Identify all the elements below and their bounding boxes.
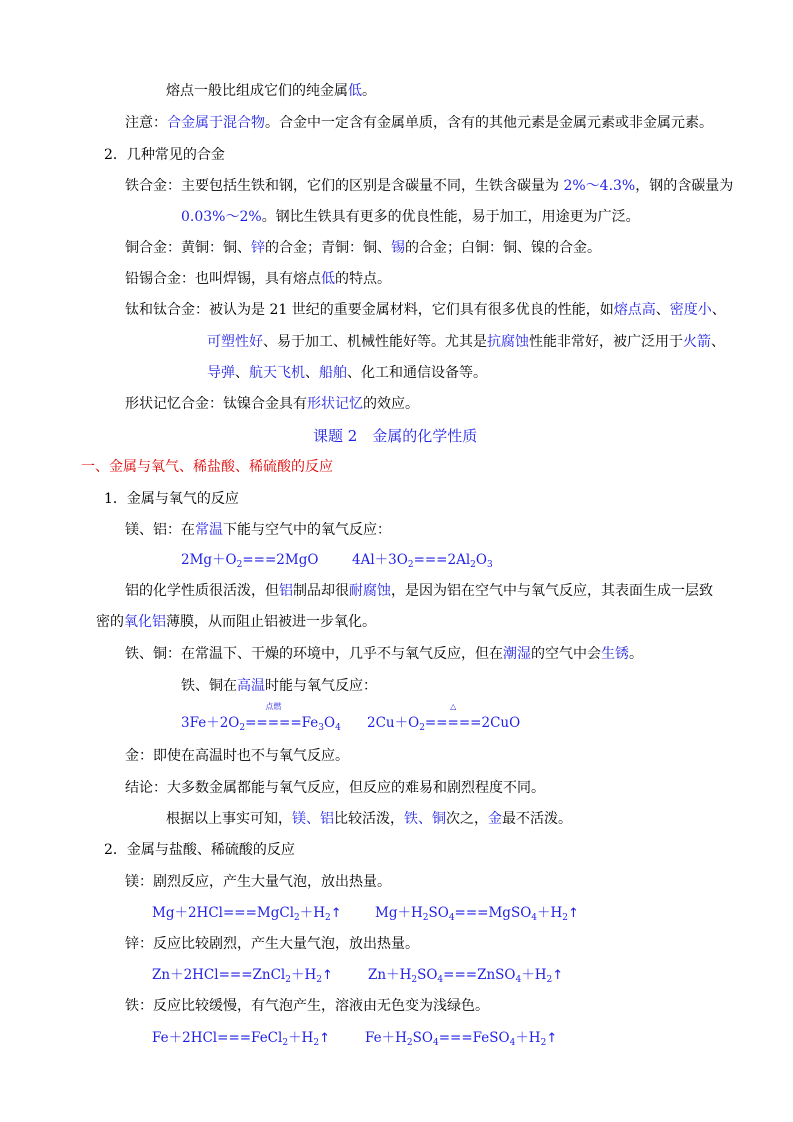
- text-span: 、: [655, 302, 670, 318]
- highlight-span: 合金属于混合物: [167, 115, 265, 131]
- highlight-span: 生锈: [601, 646, 629, 662]
- text-span: 的合金；青铜：铜、: [265, 240, 391, 256]
- eq-part: ＋H: [288, 1030, 314, 1046]
- eq-sub: 3: [486, 560, 493, 570]
- text-line: [125, 872, 391, 892]
- highlight-span: 镁、铝: [292, 811, 334, 827]
- eq-part: ===MgSO: [454, 905, 532, 921]
- text-span: 下能与空气中的氧气反应：: [223, 522, 391, 538]
- highlight-span: 氧化铝: [124, 614, 166, 630]
- text-line: [125, 934, 419, 954]
- text-span: 铜合金：黄铜：铜、: [125, 240, 251, 256]
- text-span: 、: [711, 334, 725, 350]
- text-span: 比较活泼，: [334, 811, 404, 827]
- text-span: 时能与氧气反应：: [265, 678, 377, 694]
- eq-part: O: [475, 552, 487, 568]
- highlight-span: 铁、铜: [404, 811, 446, 827]
- equation-mg-h2so4: [375, 903, 579, 928]
- text-line: [125, 269, 391, 289]
- reaction-condition: [424, 702, 482, 733]
- highlight-span: 耐腐蚀: [349, 583, 391, 599]
- text-span: 形状记忆合金：钛镍合金具有: [125, 396, 307, 412]
- text-line: [125, 746, 349, 766]
- highlight-span: 锌: [251, 240, 265, 256]
- eq-part: ===2Al: [413, 552, 471, 568]
- equation-fe-o2: [181, 702, 341, 738]
- highlight-span: 密度小: [669, 302, 712, 318]
- text-span: ，是因为铝在空气中与氧气反应，其表面生成一层致: [391, 583, 713, 599]
- eq-sub: 2: [325, 913, 331, 923]
- eq-sub: 2: [419, 723, 425, 733]
- text-span: 结论：大多数金属都能与氧气反应，但反应的难易和剧烈程度不同。: [125, 780, 545, 796]
- text-span: 的特点。: [335, 271, 391, 287]
- eq-sub: 2: [239, 723, 246, 733]
- eq-part: 2Mg＋O: [181, 552, 237, 568]
- text-span: 铁、铜在: [181, 678, 237, 694]
- eq-sub: 2: [313, 1038, 320, 1048]
- text-span: 制品却很: [293, 583, 349, 599]
- eq-part: Mg＋2HCl===MgCl: [152, 905, 295, 921]
- gas-arrow-icon: ↑: [322, 968, 333, 983]
- eq-sub: 2: [546, 975, 553, 985]
- eq-sub: 2: [236, 560, 243, 570]
- eq-sub: 4: [509, 1038, 516, 1048]
- eq-sub: 2: [562, 913, 569, 923]
- eq-part: Zn＋2HCl===ZnCl: [152, 967, 286, 983]
- highlight-span: 常温: [195, 522, 223, 538]
- eq-sub: 2: [407, 560, 414, 570]
- text-span: 的效应。: [363, 396, 419, 412]
- highlight-span: 熔点高: [613, 302, 656, 318]
- eq-sub: 2: [406, 1038, 413, 1048]
- eq-sub: 2: [294, 913, 300, 923]
- text-span: 、: [711, 302, 726, 318]
- eq-part: 2Cu＋O: [367, 715, 420, 731]
- eq-part: ＋H: [299, 905, 326, 921]
- condition-label: △: [450, 702, 457, 711]
- text-span: 铁：反应比较缓慢，有气泡产生，溶液由无色变为浅绿色。: [125, 998, 489, 1014]
- text-line: [181, 207, 640, 227]
- text-span: 铁、铜：在常温下、干燥的环境中，几乎不与氧气反应，但在: [125, 646, 503, 662]
- eq-part: ＋H: [521, 967, 547, 983]
- eq-sub: 4: [448, 913, 455, 923]
- eq-part: SO: [417, 967, 438, 983]
- equation-zn-hcl: [152, 965, 333, 990]
- eq-sub: 4: [335, 723, 341, 733]
- text-span: 。合金中一定含有金属单质，含有的其他元素是金属元素或非金属元素。: [265, 115, 713, 131]
- text-span: 铝的化学性质很活泼，但: [125, 583, 279, 599]
- eq-part: Mg＋H: [375, 905, 423, 921]
- eq-part: 4Al＋3O: [352, 552, 408, 568]
- text-span: 的空气中会: [531, 646, 601, 662]
- highlight-span: 船舶: [319, 365, 347, 381]
- gas-arrow-icon: ↑: [568, 906, 579, 921]
- section-heading: 一、金属与氧气、稀盐酸、稀硫酸的反应: [81, 459, 333, 475]
- text-span: ，钢的含碳量为: [635, 178, 734, 194]
- eq-sub: 2: [422, 913, 429, 923]
- eq-part: Fe: [301, 715, 319, 731]
- text-span: 金：即使在高温时也不与氧气反应。: [125, 748, 349, 764]
- highlight-span: 导弹: [207, 365, 235, 381]
- eq-sub: 2: [282, 1038, 289, 1048]
- highlight-span: 火箭: [683, 334, 711, 350]
- equation-fe-hcl: [152, 1028, 330, 1053]
- text-span: 镁：剧烈反应，产生大量气泡，放出热量。: [125, 874, 391, 890]
- eq-part: Fe＋H: [365, 1030, 407, 1046]
- eq-sign: =====: [245, 715, 302, 731]
- text-span: 镁、铝：在: [125, 522, 195, 538]
- chapter-heading: 课题 2 金属的化学性质: [313, 427, 478, 445]
- gas-arrow-icon: ↑: [330, 906, 342, 921]
- text-span: 、: [235, 365, 249, 381]
- eq-sub: 4: [437, 975, 444, 985]
- text-line: [181, 676, 377, 696]
- equation-al-o2: [352, 550, 493, 575]
- highlight-span: 金: [488, 811, 502, 827]
- text-line: [125, 300, 726, 320]
- text-span: 注意：: [125, 115, 167, 131]
- eq-part: O: [324, 715, 336, 731]
- text-line: [125, 581, 713, 601]
- text-span: 、化工和通信设备等。: [347, 365, 487, 381]
- text-line: [125, 238, 601, 258]
- highlight-span: 潮湿: [503, 646, 531, 662]
- text-span: 钛和钛合金：被认为是 21 世纪的重要金属材料，它们具有很多优良的性能，如: [125, 302, 614, 318]
- subheading: [104, 145, 225, 165]
- text-span: 锌：反应比较剧烈，产生大量气泡，放出热量。: [125, 936, 419, 952]
- text-line: [125, 778, 545, 798]
- subheading: [104, 840, 295, 860]
- note-line: [125, 113, 713, 133]
- text-span: 最不活泼。: [502, 811, 572, 827]
- text-line: [96, 612, 376, 632]
- text-span: 、易于加工、机械性能好等。尤其是: [263, 334, 487, 350]
- text-span: 、: [305, 365, 319, 381]
- text-line: [125, 644, 643, 664]
- highlight-span: 可塑性好: [207, 334, 263, 350]
- eq-sign: =====: [424, 715, 482, 731]
- highlight-span: 航天飞机: [249, 365, 305, 381]
- highlight-span: 低: [348, 83, 362, 99]
- eq-part: ＋H: [537, 905, 563, 921]
- equation-mg-hcl: [152, 903, 342, 928]
- eq-part: Zn＋H: [368, 967, 412, 983]
- eq-sub: 2: [470, 560, 476, 570]
- text-span: 2．金属与盐酸、稀硫酸的反应: [104, 842, 295, 858]
- eq-sub: 4: [515, 975, 522, 985]
- text-span: 薄膜，从而阻止铝被进一步氧化。: [166, 614, 376, 630]
- eq-part: Fe＋2HCl===FeCl: [152, 1030, 283, 1046]
- text-line: [125, 520, 391, 540]
- eq-sub: 2: [411, 975, 418, 985]
- text-span: 。: [629, 646, 643, 662]
- text-span: 的合金；白铜：铜、镍的合金。: [405, 240, 601, 256]
- text-span: 2．几种常见的合金: [104, 147, 225, 163]
- reaction-condition: [245, 702, 302, 733]
- equation-fe-h2so4: [365, 1028, 557, 1053]
- subheading: [104, 489, 239, 509]
- text-line: [207, 363, 487, 383]
- gas-arrow-icon: ↑: [546, 1031, 558, 1046]
- equation-mg-o2: [181, 550, 318, 575]
- text-span: 铁合金：主要包括生铁和钢，它们的区别是含碳量不同，生铁含碳量为: [125, 178, 564, 194]
- text-span: 性能非常好，被广泛用于: [529, 334, 683, 350]
- gas-arrow-icon: ↑: [319, 1031, 330, 1046]
- eq-part: ＋H: [515, 1030, 541, 1046]
- eq-part: ＋H: [290, 967, 317, 983]
- text-span: 根据以上事实可知，: [166, 811, 292, 827]
- highlight-span: 2%～4.3%: [563, 178, 636, 194]
- gas-arrow-icon: ↑: [552, 968, 564, 983]
- text-line: [166, 809, 572, 829]
- text-span: 。钢比生铁具有更多的优良性能，易于加工，用途更为广泛。: [261, 209, 640, 225]
- equation-cu-o2: [367, 702, 521, 738]
- highlight-span: 锡: [391, 240, 405, 256]
- text-line: [125, 394, 419, 414]
- eq-sub: 4: [432, 1038, 439, 1048]
- eq-part: ===ZnSO: [443, 967, 516, 983]
- text-span: 铅锡合金：也叫焊锡，具有熔点: [125, 271, 321, 287]
- eq-part: ===2MgO: [242, 552, 319, 568]
- text-line: [125, 996, 489, 1016]
- condition-label: 点燃: [265, 702, 282, 711]
- eq-part: SO: [412, 1030, 433, 1046]
- text-line: [125, 176, 733, 196]
- eq-sub: 3: [318, 723, 325, 733]
- highlight-span: 抗腐蚀: [487, 334, 529, 350]
- text-line: [207, 332, 725, 352]
- eq-part: SO: [428, 905, 449, 921]
- eq-sub: 2: [285, 975, 291, 985]
- eq-sub: 2: [316, 975, 322, 985]
- text-span: 1．金属与氧气的反应: [104, 491, 239, 507]
- highlight-span: 0.03%～2%: [181, 209, 262, 225]
- eq-sub: 2: [540, 1038, 547, 1048]
- text-span: 。: [362, 83, 376, 99]
- text-span: 熔点一般比组成它们的纯金属: [166, 83, 348, 99]
- highlight-span: 铝: [279, 583, 293, 599]
- eq-sub: 4: [531, 913, 537, 923]
- eq-part: 3Fe＋2O: [181, 715, 240, 731]
- text-line: [166, 81, 376, 101]
- text-span: 密的: [96, 614, 124, 630]
- equation-zn-h2so4: [368, 965, 563, 990]
- text-span: 次之，: [446, 811, 488, 827]
- highlight-span: 高温: [237, 678, 265, 694]
- eq-part: ===FeSO: [438, 1030, 510, 1046]
- highlight-span: 低: [321, 271, 335, 287]
- highlight-span: 形状记忆: [307, 396, 363, 412]
- eq-part: 2CuO: [481, 715, 521, 731]
